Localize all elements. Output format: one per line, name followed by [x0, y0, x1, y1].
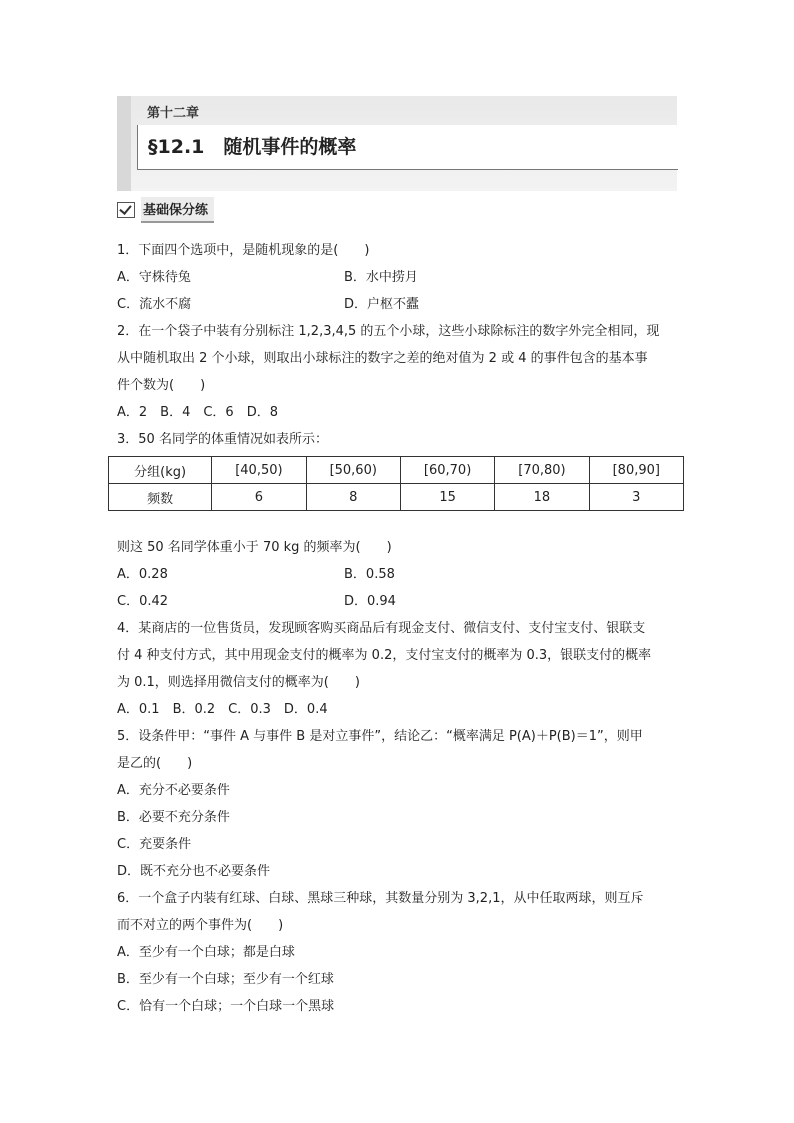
q5-option-d: D．既不充分也不必要条件 — [117, 864, 271, 879]
table-cell: [50,60) — [306, 457, 400, 484]
section-label: 基础保分练 — [141, 197, 214, 223]
q1-option-d: D．户枢不蠹 — [344, 297, 420, 312]
chapter-header — [117, 96, 677, 191]
q1-options-row-1 — [117, 264, 680, 291]
q4-line-1: 4．某商店的一位售货员，发现顾客购买商品后有现金支付、微信支付、支付宝支付、银联支 — [117, 621, 646, 636]
q4-line-3: 为 0.1，则选择用微信支付的概率为( ) — [117, 675, 360, 690]
q5-option-b: B．必要不充分条件 — [117, 810, 230, 825]
q3-stem: 3．50 名同学的体重情况如表所示： — [117, 432, 328, 447]
table-cell: [60,70) — [400, 457, 494, 484]
q4-options: A．0.1 B．0.2 C．0.3 D．0.4 — [117, 702, 328, 717]
q3-option-b: B．0.58 — [344, 567, 395, 582]
q6-line-1: 6．一个盒子内装有红球、白球、黑球三种球，其数量分别为 3,2,1，从中任取两球，则互斥 — [117, 891, 644, 906]
header-left-bar — [117, 96, 131, 191]
q3-options-row-2 — [117, 588, 680, 615]
q2-line-3: 件个数为( ) — [117, 378, 206, 393]
checkbox-icon — [117, 202, 135, 218]
q3-option-d: D．0.94 — [344, 594, 396, 609]
q4-line-2: 付 4 种支付方式，其中用现金支付的概率为 0.2，支付宝支付的概率为 0.3，银联支付的概率 — [117, 648, 652, 663]
q1-stem: 1．下面四个选项中，是随机现象的是( ) — [117, 243, 370, 258]
table-cell: 分组(kg) — [109, 457, 212, 484]
section-tag — [117, 199, 214, 221]
table-cell: 频数 — [109, 484, 212, 511]
q1-option-b: B．水中捞月 — [344, 270, 418, 285]
table-cell: 18 — [495, 484, 589, 511]
table-cell: [80,90] — [589, 457, 683, 484]
frequency-table — [108, 456, 684, 511]
q5-option-c: C．充要条件 — [117, 837, 192, 852]
table-row — [109, 484, 684, 511]
table-cell: 6 — [212, 484, 306, 511]
q1-option-c: C．流水不腐 — [117, 297, 192, 312]
q1-option-a: A．守株待兔 — [117, 270, 191, 285]
q3-options-row-1 — [117, 561, 680, 588]
questions-part-1 — [117, 237, 680, 453]
q3-option-c: C．0.42 — [117, 594, 169, 609]
q2-options: A．2 B．4 C．6 D．8 — [117, 405, 278, 420]
q6-line-2: 而不对立的两个事件为( ) — [117, 918, 284, 933]
title-box — [137, 125, 678, 170]
chapter-label: 第十二章 — [147, 106, 200, 121]
table-header-row — [109, 457, 684, 484]
q6-option-a: A．至少有一个白球；都是白球 — [117, 945, 295, 960]
table-cell: 8 — [306, 484, 400, 511]
table-cell: [40,50) — [212, 457, 306, 484]
q6-option-c: C．恰有一个白球；一个白球一个黑球 — [117, 999, 335, 1014]
q5-line-2: 是乙的( ) — [117, 756, 193, 771]
questions-part-2 — [117, 534, 680, 1020]
table-cell: 15 — [400, 484, 494, 511]
q2-line-2: 从中随机取出 2 个小球，则取出小球标注的数字之差的绝对值为 2 或 4 的事件包含的基本事 — [117, 351, 648, 366]
q5-line-1: 5．设条件甲：“事件 A 与事件 B 是对立事件”，结论乙：“概率满足 P(A)＋P(B)＝1”，则甲 — [117, 729, 643, 744]
q2-line-1: 2．在一个袋子中装有分别标注 1,2,3,4,5 的五个小球，这些小球除标注的数字外完全相同，现 — [117, 324, 660, 339]
table-cell: 3 — [589, 484, 683, 511]
page-title: §12.1 随机事件的概率 — [148, 136, 357, 158]
q5-option-a: A．充分不必要条件 — [117, 783, 230, 798]
q3-follow: 则这 50 名同学体重小于 70 kg 的频率为( ) — [117, 540, 392, 555]
q3-option-a: A．0.28 — [117, 567, 168, 582]
q1-options-row-2 — [117, 291, 680, 318]
q6-option-b: B．至少有一个白球；至少有一个红球 — [117, 972, 334, 987]
table-cell: [70,80) — [495, 457, 589, 484]
